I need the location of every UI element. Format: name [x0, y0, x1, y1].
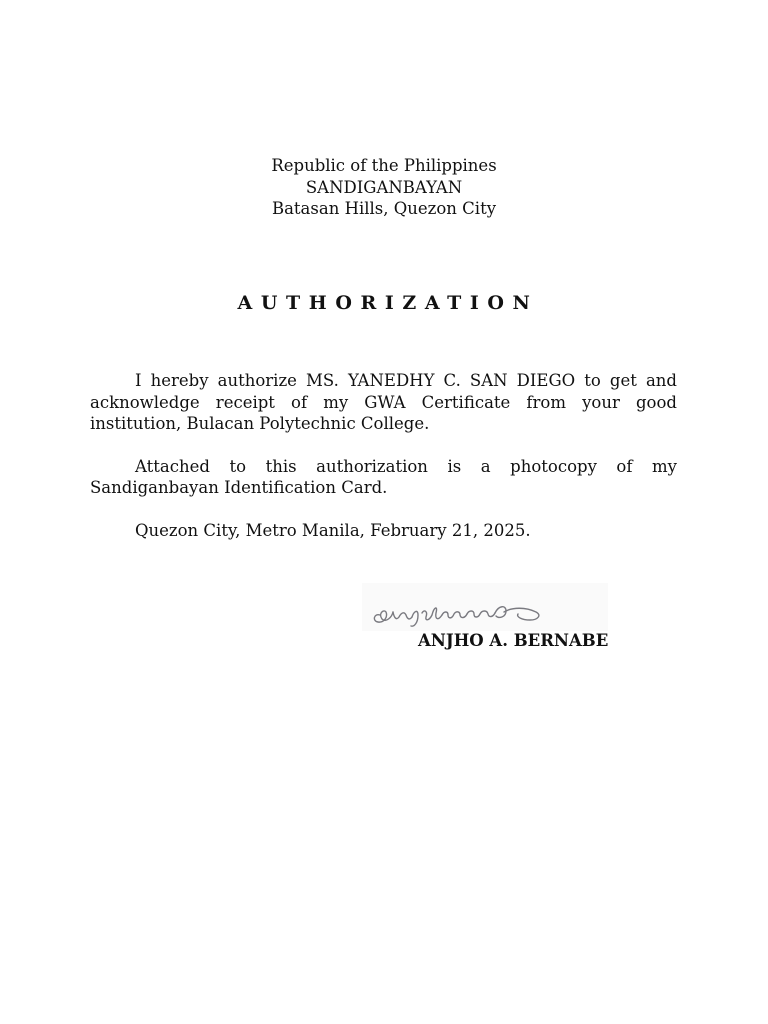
letter-body [90, 370, 677, 541]
letterhead-agency: SANDIGANBAYAN [305, 177, 463, 197]
document-title: AUTHORIZATION [237, 292, 539, 314]
signature-image [362, 583, 608, 631]
place-date-paragraph: Quezon City, Metro Manila, February 21, 2025. [135, 520, 531, 540]
letterhead-address: Batasan Hills, Quezon City [271, 199, 497, 218]
signer-name: ANJHO A. BERNABE [418, 631, 609, 650]
letterhead [0, 155, 768, 220]
handwritten-signature [366, 593, 551, 629]
authorization-paragraph: I hereby authorize MS. YANEDHY C. SAN DIEGO to get and acknowledge receipt of my GWA Certificate from your good institution, Bulacan Polytechnic College. [90, 371, 677, 433]
attachment-paragraph: Attached to this authorization is a photocopy of my Sandiganbayan Identification Card. [90, 456, 677, 497]
letterhead-country: Republic of the Philippines [271, 156, 497, 175]
